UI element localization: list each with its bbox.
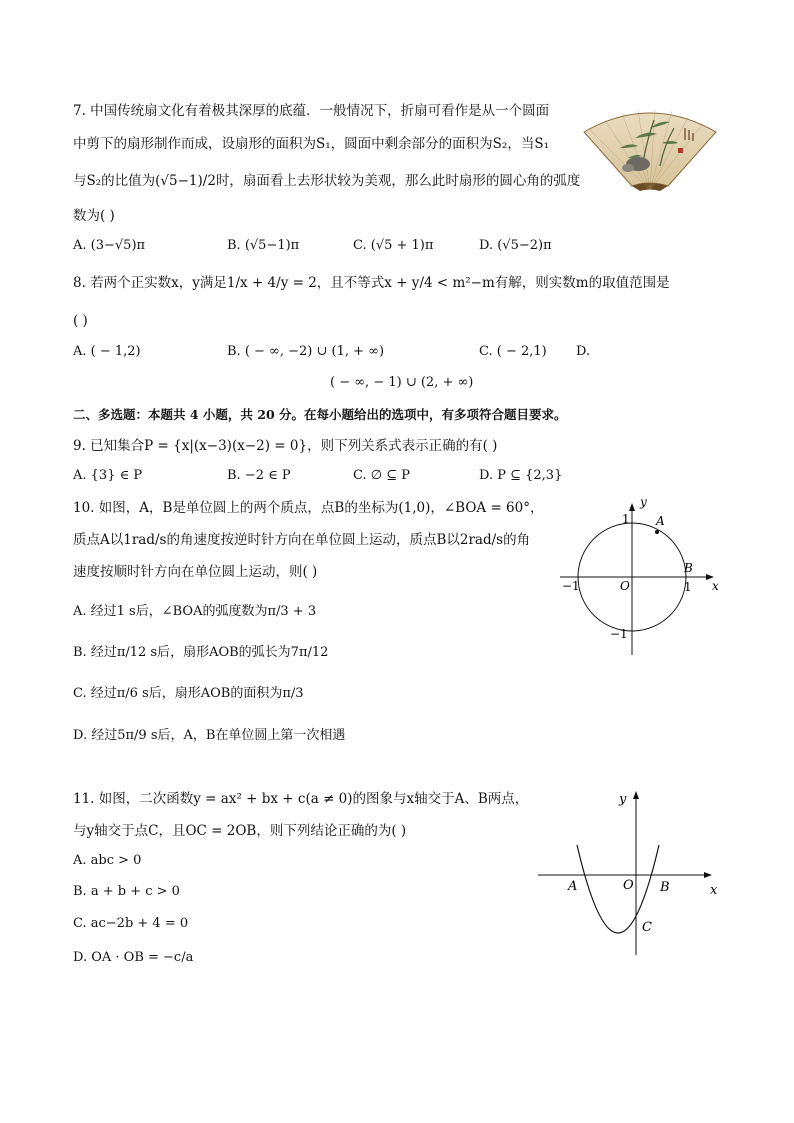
- q11-line1: 11. 如图，二次函数y = ax² + bx + c(a ≠ 0)的图象与x轴交于A、B两点，: [73, 791, 529, 807]
- origin-label: O: [620, 579, 630, 593]
- q8-option-c[interactable]: C. ( − 2,1): [479, 344, 547, 359]
- q11-option-c[interactable]: C. ac−2b + 4 = 0: [73, 916, 189, 931]
- point-a-label: A: [568, 879, 578, 894]
- folding-fan-image: [580, 98, 720, 193]
- y-axis-arrow: [633, 791, 639, 799]
- q9-option-d[interactable]: D. P ⊆ {2,3}: [479, 468, 563, 483]
- q10-line1: 10. 如图，A，B是单位圆上的两个质点，点B的坐标为(1,0)，∠BOA = 60°，: [73, 500, 544, 516]
- q8-option-b[interactable]: B. ( − ∞, −2) ∪ (1, + ∞): [227, 344, 385, 359]
- q8-option-a[interactable]: A. ( − 1,2): [73, 344, 141, 359]
- q7-option-d[interactable]: D. (√5−2)π: [479, 238, 552, 253]
- section-heading: 二、多选题：本题共 4 小题，共 20 分。在每小题给出的选项中，有多项符合题目要求。: [73, 407, 567, 422]
- parabola-figure: [530, 785, 730, 960]
- q7-line2: 中剪下的扇形制作而成，设扇形的面积为S₁，圆面中剩余部分的面积为S₂，当S₁: [73, 136, 549, 152]
- q10-option-c[interactable]: C. 经过π/6 s后，扇形AOB的面积为π/3: [73, 686, 304, 701]
- q8-line1: 8. 若两个正实数x，y满足1/x + 4/y = 2，且不等式x + y/4 < m²−m有解，则实数m的取值范围是: [73, 275, 670, 291]
- unit-circle-figure: [550, 495, 730, 660]
- y-axis-label: y: [619, 792, 627, 807]
- tick-1-right: 1: [684, 580, 692, 594]
- q7-option-a[interactable]: A. (3−√5)π: [73, 238, 146, 253]
- q7-line4: 数为( ): [73, 208, 115, 224]
- q11-option-d[interactable]: D. OA · OB = −c/a: [73, 950, 194, 965]
- q9-option-c[interactable]: C. ∅ ⊆ P: [353, 468, 410, 483]
- q11-line2: 与y轴交于点C，且OC = 2OB，则下列结论正确的为( ): [73, 823, 407, 839]
- origin-label: O: [623, 878, 634, 893]
- q10-option-a[interactable]: A. 经过1 s后，∠BOA的弧度数为π/3 + 3: [73, 604, 317, 619]
- q7-line3: 与S₂的比值为(√5−1)/2时，扇面看上去形状较为美观，那么此时扇形的圆心角的弧度: [73, 173, 581, 189]
- q7-line1: 7. 中国传统扇文化有着极其深厚的底蕴．一般情况下，折扇可看作是从一个圆面: [73, 103, 550, 119]
- q10-option-d[interactable]: D. 经过5π/9 s后，A，B在单位圆上第一次相遇: [73, 728, 346, 743]
- x-axis-arrow: [704, 872, 712, 878]
- x-axis-label: x: [710, 883, 718, 898]
- y-axis-label: y: [640, 495, 647, 509]
- point-b-label: B: [660, 880, 670, 895]
- q7-option-b[interactable]: B. (√5−1)π: [227, 238, 300, 253]
- q8-line2: ( ): [73, 313, 88, 329]
- q9-line1: 9. 已知集合P = {x|(x−3)(x−2) = 0}，则下列关系式表示正确的有( ): [73, 438, 498, 454]
- tick-1-top: 1: [622, 512, 630, 526]
- q10-line2: 质点A以1rad/s的角速度按逆时针方向在单位圆上运动，质点B以2rad/s的角: [73, 532, 531, 548]
- q7-option-c[interactable]: C. (√5 + 1)π: [353, 238, 434, 253]
- q10-option-b[interactable]: B. 经过π/12 s后，扇形AOB的弧长为7π/12: [73, 645, 329, 660]
- point-a-label: A: [656, 514, 665, 528]
- q9-option-b[interactable]: B. −2 ∈ P: [227, 468, 291, 483]
- point-c-label: C: [642, 920, 652, 935]
- tick-neg1-bottom: −1: [610, 627, 628, 641]
- tick-neg1-left: −1: [562, 579, 580, 593]
- q11-option-a[interactable]: A. abc > 0: [73, 853, 142, 868]
- q11-option-b[interactable]: B. a + b + c > 0: [73, 884, 180, 899]
- q8-option-d[interactable]: D.: [576, 344, 591, 359]
- point-b-label: B: [684, 561, 693, 575]
- point-a-dot: [655, 530, 659, 534]
- q9-option-a[interactable]: A. {3} ∈ P: [73, 468, 143, 483]
- x-axis-label: x: [712, 579, 719, 593]
- q10-line3: 速度按顺时针方向在单位圆上运动，则( ): [73, 564, 318, 580]
- y-axis-arrow: [629, 503, 635, 511]
- q8-option-d-value: ( − ∞, − 1) ∪ (2, + ∞): [330, 375, 474, 390]
